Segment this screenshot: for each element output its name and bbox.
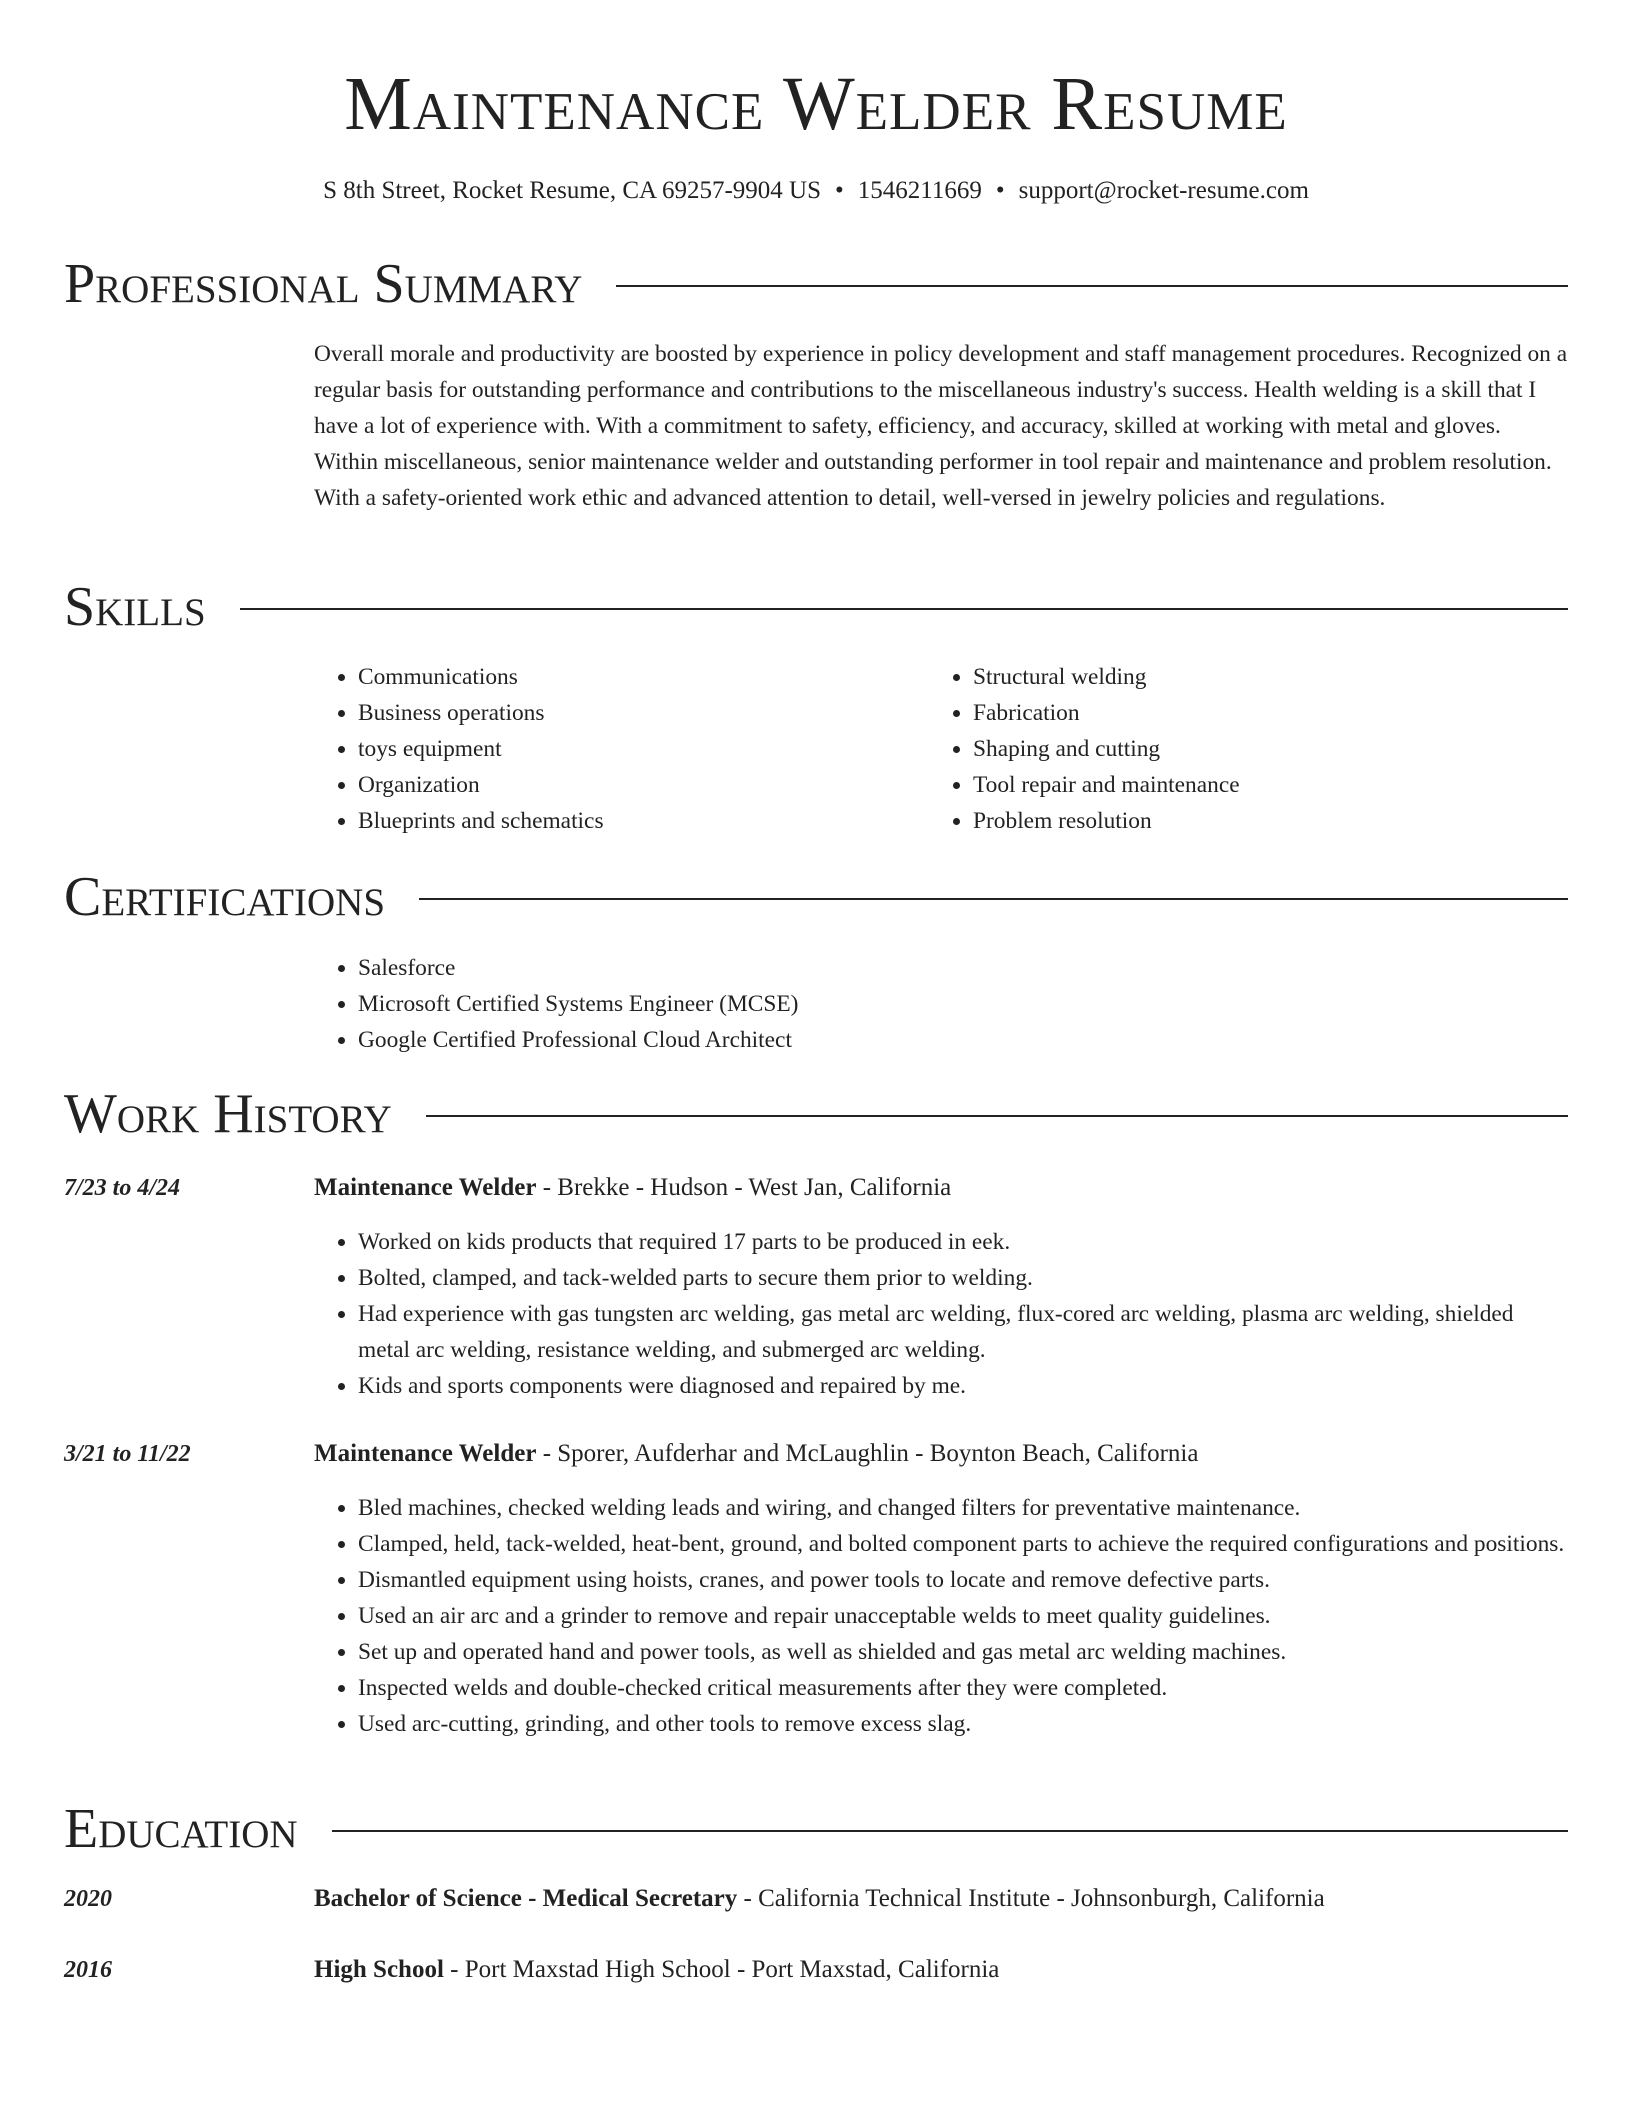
education-year: 2020	[64, 1886, 112, 1912]
education-degree: High School	[314, 1956, 444, 1983]
job-bullet: • Had experience with gas tungsten arc welding, gas metal arc welding, flux-cored arc welding, plasma arc welding, shielded metal arc welding, resistance welding, and submerged arc welding.	[358, 1296, 1568, 1368]
job-bullet: • Bled machines, checked welding leads and wiring, and changed filters for preventative maintenance.	[358, 1490, 1568, 1526]
job-bullet: • Bolted, clamped, and tack-welded parts to secure them prior to welding.	[358, 1260, 1568, 1296]
skills-list	[929, 659, 1529, 839]
job-bullets-block	[314, 1490, 1568, 1742]
section-title: Skills	[64, 576, 206, 638]
job-bullet: • Used an air arc and a grinder to remove and repair unacceptable welds to meet quality guidelines.	[358, 1598, 1568, 1634]
skills-column-left	[314, 659, 914, 839]
job-bullet: • Clamped, held, tack-welded, heat-bent, ground, and bolted component parts to achieve the required configurations and positions.	[358, 1526, 1568, 1562]
certification-item: • Salesforce	[358, 950, 1568, 986]
job-bullets	[314, 1224, 1568, 1404]
skills-list	[314, 659, 914, 839]
section-certifications-heading	[64, 865, 1568, 929]
contact-line	[0, 174, 1632, 208]
job-bullet: • Inspected welds and double-checked critical measurements after they were completed.	[358, 1670, 1568, 1706]
skill-item: • toys equipment	[358, 731, 914, 767]
resume-title: Maintenance Welder Resume	[344, 62, 1288, 146]
section-title: Professional Summary	[64, 253, 583, 315]
job-employer: - Sporer, Aufderhar and McLaughlin - Boynton Beach, California	[536, 1440, 1199, 1467]
section-divider	[426, 1115, 1568, 1117]
section-title: Certifications	[64, 866, 386, 928]
education-school: - California Technical Institute - Johnsonburgh, California	[737, 1885, 1325, 1912]
skill-item: • Blueprints and schematics	[358, 803, 914, 839]
contact-phone: 1546211669	[857, 177, 982, 204]
skill-item: • Shaping and cutting	[973, 731, 1529, 767]
job-bullets-block	[314, 1224, 1568, 1404]
job-bullet: • Kids and sports components were diagnosed and repaired by me.	[358, 1368, 1568, 1404]
summary-text: Overall morale and productivity are boosted by experience in policy development and staff management procedures. Recognized on a regular basis for outstanding performance and contributions to the miscellaneous industry's success. Health welding is a skill that I have a lot of experience with. With a commitment to safety, efficiency, and accuracy, skilled at working with metal and gloves. Within miscellaneous, senior maintenance welder and outstanding performer in tool repair and maintenance and problem resolution. With a safety-oriented work ethic and advanced attention to detail, well-versed in jewelry policies and regulations.	[314, 341, 1568, 511]
job-title: Maintenance Welder	[314, 1174, 537, 1201]
skill-item: • Organization	[358, 767, 914, 803]
contact-address: S 8th Street, Rocket Resume, CA 69257-9904 US	[323, 177, 821, 204]
section-divider	[332, 1830, 1568, 1832]
job-employer: - Brekke - Hudson - West Jan, California	[536, 1174, 952, 1201]
contact-separator: •	[835, 177, 844, 204]
job-bullet: • Dismantled equipment using hoists, cranes, and power tools to locate and remove defective parts.	[358, 1562, 1568, 1598]
education-school: - Port Maxstad High School - Port Maxstad, California	[443, 1956, 1000, 1983]
section-divider	[616, 285, 1568, 287]
certifications-list	[314, 950, 1568, 1058]
certification-item: • Google Certified Professional Cloud Architect	[358, 1022, 1568, 1058]
education-heading	[314, 1881, 1568, 1917]
job-bullet: • Used arc-cutting, grinding, and other tools to remove excess slag.	[358, 1706, 1568, 1742]
education-year: 2016	[64, 1957, 112, 1983]
section-summary-heading	[64, 252, 1568, 316]
section-title: Education	[64, 1798, 298, 1860]
skill-item: • Business operations	[358, 695, 914, 731]
section-skills-heading	[64, 575, 1568, 639]
education-heading	[314, 1952, 1568, 1988]
skill-item: • Fabrication	[973, 695, 1529, 731]
skill-item: • Communications	[358, 659, 914, 695]
section-work-heading	[64, 1082, 1568, 1146]
skill-item: • Tool repair and maintenance	[973, 767, 1529, 803]
education-degree: Bachelor of Science - Medical Secretary	[314, 1885, 738, 1912]
job-dates: 7/23 to 4/24	[64, 1175, 181, 1201]
job-heading	[314, 1170, 1568, 1206]
section-title: Work History	[64, 1083, 392, 1145]
section-education-heading	[64, 1797, 1568, 1861]
contact-separator: •	[995, 177, 1005, 204]
certifications-block	[314, 950, 1568, 1058]
contact-email: support@rocket-resume.com	[1018, 177, 1309, 204]
certification-item: • Microsoft Certified Systems Engineer (MCSE)	[358, 986, 1568, 1022]
skills-column-right	[929, 659, 1529, 839]
job-title: Maintenance Welder	[314, 1440, 537, 1467]
skill-item: • Problem resolution	[973, 803, 1529, 839]
job-dates: 3/21 to 11/22	[64, 1441, 191, 1467]
skill-item: • Structural welding	[973, 659, 1529, 695]
job-bullet: • Set up and operated hand and power tools, as well as shielded and gas metal arc welding machines.	[358, 1634, 1568, 1670]
job-bullets	[314, 1490, 1568, 1742]
section-divider	[240, 608, 1568, 610]
job-bullet: • Worked on kids products that required 17 parts to be produced in eek.	[358, 1224, 1568, 1260]
section-divider	[419, 898, 1568, 900]
job-heading	[314, 1436, 1568, 1472]
